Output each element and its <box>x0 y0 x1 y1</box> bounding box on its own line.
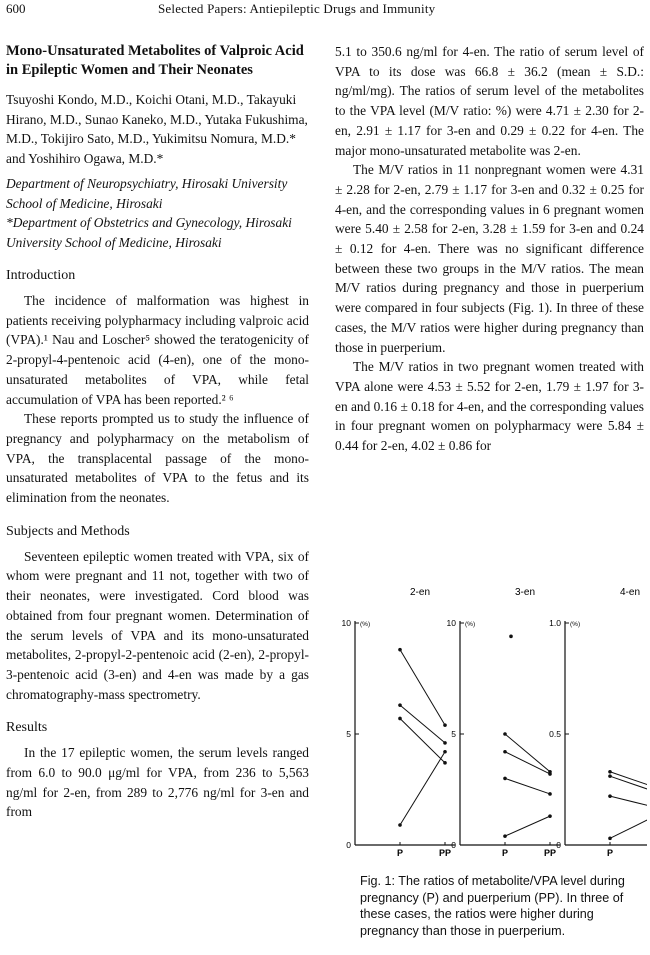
point-PP-2-en-4 <box>443 750 447 754</box>
unit-label-4-en: (%) <box>570 621 581 628</box>
point-PP-2-en-3 <box>443 761 447 765</box>
figure-1-caption-text: The ratios of metabolite/VPA level during pregnancy (P) and puerperium (PP). In three of these cases, the ratios were higher during pregnancy than those in puerperium. <box>360 874 625 938</box>
running-header <box>0 0 650 18</box>
y-tick-label-4-en: 0.5 <box>549 729 561 739</box>
point-P-4-en-2 <box>608 774 612 778</box>
x-label-PP-2-en: PP <box>438 848 452 858</box>
introduction-paragraph-2: These reports prompted us to study the influence of pregnancy and polypharmacy on the metabolism of VPA, the transplacental passage of the mono-unsaturated metabolites of VPA to the fetus and its elimination from the neonates. <box>6 411 309 506</box>
y-tick-label-4-en: 1.0 <box>549 618 561 628</box>
results-paragraph-1-continued: 5.1 to 350.6 ng/ml for 4-en. The ratio of serum level of VPA to its dose was 66.8 ± 36.2 (mean ± S.D.: ng/ml/mg). The ratios of serum level of the metabolites to the VPA level (M/V ratio: %) were 4.71 ± 2.30 for 2-en, 2.91 ± 1.17 for 3-en and 0.29 ± 0.22 for 4-en. The major mono-unsaturated metabolite was 2-en. <box>335 44 644 158</box>
y-tick-label-3-en: 5 <box>451 729 456 739</box>
y-tick-label-3-en: 0 <box>451 840 456 850</box>
affiliation-obstetrics: *Department of Obstetrics and Gynecology, Hirosaki University School of Medicine, Hirosaki <box>6 215 292 250</box>
point-P-3-en-4 <box>503 834 507 838</box>
affiliation-neuropsychiatry: Department of Neuropsychiatry, Hirosaki University School of Medicine, Hirosaki <box>6 176 288 211</box>
running-title: Selected Papers: Antiepileptic Drugs and Immunity <box>158 1 436 16</box>
series-line-2-en-1 <box>400 650 445 725</box>
methods-heading: Subjects and Methods <box>6 523 130 539</box>
point-P-2-en-3 <box>398 717 402 721</box>
x-label-P-4-en: P <box>606 848 614 858</box>
methods-paragraph: Seventeen epileptic women treated with VPA, six of whom were pregnant and 11 not, together with two of their neonates, were investigated. Cord blood was obtained from four pregnant women. Determination of the serum levels of VPA and its mono-unsaturated metabolites, 2-propyl-2-pentenoic acid (2-en), 2-propyl-3-pentenoic acid (3-en) and 4-en was made by a gas chromatography-mass spectrometry. <box>6 548 309 702</box>
point-P-4-en-1 <box>608 770 612 774</box>
figure-1-chart <box>333 575 647 875</box>
x-label-P-2-en: P <box>396 848 404 858</box>
author-list: Tsuyoshi Kondo, M.D., Koichi Otani, M.D., Takayuki Hirano, M.D., Sunao Kaneko, M.D., Yutaka Fukushima, M.D., Tokijiro Sato, M.D., Yukimitsu Nomura, M.D.* and Yoshihiro Ogawa, M.D.* <box>6 92 308 166</box>
point-P-2-en-1 <box>398 648 402 652</box>
series-line-3-en-1 <box>505 734 550 772</box>
point-PP-3-en-4 <box>548 814 552 818</box>
unit-label-2-en: (%) <box>360 621 371 628</box>
point-P-4-en-3 <box>608 794 612 798</box>
point-P-2-en-4 <box>398 823 402 827</box>
y-tick-label-3-en: 10 <box>446 618 456 628</box>
point-PP-2-en-2 <box>443 741 447 745</box>
series-line-2-en-4 <box>400 752 445 825</box>
point-PP-3-en-3 <box>548 792 552 796</box>
x-label-PP-3-en: PP <box>543 848 557 858</box>
series-line-4-en-4 <box>610 816 647 838</box>
series-line-3-en-3 <box>505 778 550 794</box>
series-line-4-en-3 <box>610 796 647 807</box>
series-line-2-en-3 <box>400 718 445 762</box>
figure-1 <box>333 575 647 875</box>
point-P-2-en-2 <box>398 703 402 707</box>
figure-1-caption-label: Fig. 1: <box>360 874 395 888</box>
point-PP-3-en-2 <box>548 772 552 776</box>
outlier-point-3-en <box>509 635 513 639</box>
results-paragraph-1-start: In the 17 epileptic women, the serum levels ranged from 6.0 to 90.0 μg/ml for VPA, from 236 to 5,563 ng/ml for 2-en, from 289 to 2,776 ng/ml for 3-en and from <box>6 745 309 820</box>
point-PP-2-en-1 <box>443 723 447 727</box>
affiliations <box>6 174 309 252</box>
introduction-paragraph-1: The incidence of malformation was highest in patients receiving polypharmacy including valproic acid (VPA).¹ Nau and Loscher⁵ showed the teratogenicity of 2-propyl-4-pentenoic acid (4-en), one of the mono-unsaturated metabolites of VPA, while fetal accumulation of VPA has been reported.² ⁶ <box>6 293 309 407</box>
figure-1-caption <box>360 873 645 939</box>
right-column <box>335 42 644 456</box>
series-line-3-en-2 <box>505 752 550 774</box>
point-P-3-en-3 <box>503 777 507 781</box>
results-paragraph-3: The M/V ratios in two pregnant women treated with VPA alone were 4.53 ± 5.52 for 2-en, 1.79 ± 1.97 for 3-en and 0.16 ± 0.18 for 4-en, and the corresponding values in four pregnant women on polypharmacy were 5.84 ± 0.44 for 2-en, 4.02 ± 0.86 for <box>335 359 644 454</box>
point-P-3-en-1 <box>503 732 507 736</box>
panel-title-4-en: 4-en <box>619 587 641 598</box>
point-P-4-en-4 <box>608 837 612 841</box>
x-label-P-3-en: P <box>501 848 509 858</box>
article-title: Mono-Unsaturated Metabolites of Valproic Acid in Epileptic Women and Their Neonates <box>6 43 304 78</box>
series-line-2-en-2 <box>400 705 445 743</box>
point-P-3-en-2 <box>503 750 507 754</box>
panel-title-3-en: 3-en <box>514 587 536 598</box>
unit-label-3-en: (%) <box>465 621 476 628</box>
panel-title-2-en: 2-en <box>409 587 431 598</box>
y-tick-label-4-en: 0 <box>556 840 561 850</box>
results-paragraph-2: The M/V ratios in 11 nonpregnant women were 4.31 ± 2.28 for 2-en, 2.79 ± 1.17 for 3-en and 0.32 ± 0.25 for 4-en, and the corresponding values in 6 pregnant women were 5.40 ± 2.58 for 2-en, 3.28 ± 1.59 for 3-en and 0.24 ± 0.12 for 4-en. There was no significant difference between these two groups in the M/V ratios. The mean M/V ratios during pregnancy and those in puerperium were compared in four subjects (Fig. 1). In three of these cases, the M/V ratios were higher during pregnancy than those in puerperium. <box>335 162 644 355</box>
y-tick-label-2-en: 10 <box>341 618 351 628</box>
page-number: 600 <box>6 1 26 16</box>
left-column <box>6 42 309 822</box>
introduction-heading: Introduction <box>6 268 76 283</box>
y-tick-label-2-en: 0 <box>346 840 351 850</box>
results-heading: Results <box>6 720 48 736</box>
y-tick-label-2-en: 5 <box>346 729 351 739</box>
series-line-3-en-4 <box>505 816 550 836</box>
series-line-4-en-1 <box>610 772 647 788</box>
